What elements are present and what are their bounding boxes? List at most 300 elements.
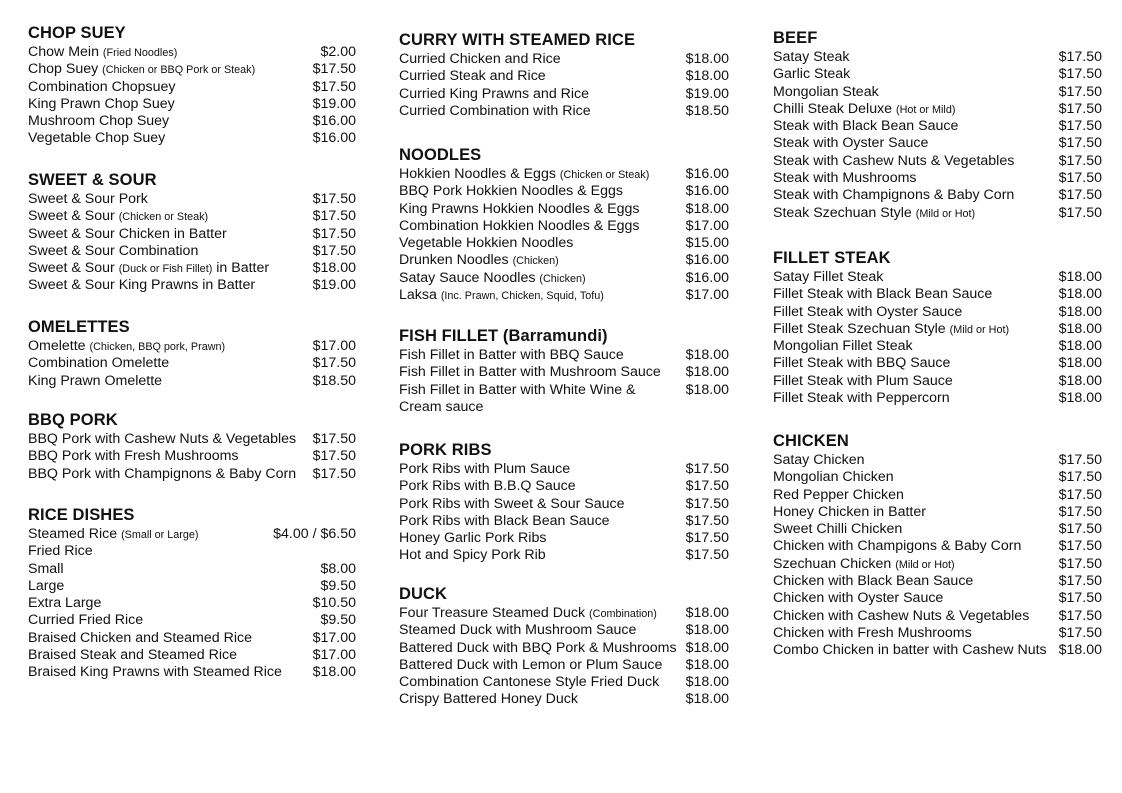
menu-section: [28, 410, 356, 483]
menu-item: [773, 321, 1102, 338]
item-price: $9.50: [320, 577, 356, 594]
item-price: $19.00: [312, 277, 356, 294]
item-price: $18.00: [685, 656, 729, 673]
menu-item: [399, 640, 729, 657]
item-name: Drunken Noodles: [399, 252, 509, 269]
item-price: $18.00: [1058, 642, 1102, 659]
item-price: $17.50: [1058, 469, 1102, 486]
item-name-line: [28, 208, 208, 226]
item-name-line: [28, 338, 225, 356]
item-name: Combo Chicken in batter with Cashew Nuts: [773, 642, 1047, 659]
item-name-line: [773, 538, 1021, 555]
item-name-line: [399, 530, 546, 547]
item-price: $16.00: [685, 269, 729, 286]
item-price: $18.00: [1058, 286, 1102, 303]
item-note: (Mild or Hot): [895, 558, 955, 571]
item-name: Fillet Steak with Oyster Sauce: [773, 303, 963, 320]
item-name: Sweet & Sour King Prawns in Batter: [28, 277, 256, 294]
item-name: Satay Chicken: [773, 452, 865, 468]
menu-section: [28, 23, 356, 148]
item-price: $17.50: [312, 191, 356, 207]
item-name: Steak with Black Bean Sauce: [773, 118, 959, 135]
item-name-line: [773, 187, 1014, 204]
item-note: (Duck or Fish Fillet): [118, 263, 213, 276]
item-price: $18.00: [1058, 320, 1102, 337]
item-name: Battered Duck with Lemon or Plum Sauce: [399, 656, 663, 673]
item-price: $18.00: [1058, 390, 1102, 407]
menu-item: [28, 260, 356, 277]
menu-item: [773, 469, 1102, 486]
item-name: Chicken with Fresh Mushrooms: [773, 624, 972, 641]
menu-item: [28, 243, 356, 260]
item-name-line: [399, 513, 610, 530]
item-price: $17.50: [312, 61, 356, 78]
item-note: (Mild or Hot): [949, 323, 1010, 336]
item-price: $18.00: [685, 364, 729, 381]
menu-item: [28, 561, 356, 578]
menu-item: [773, 49, 1102, 66]
item-name: BBQ Pork Hokkien Noodles & Eggs: [399, 183, 623, 200]
section-title: FILLET STEAK: [773, 249, 891, 267]
section-title: CHOP SUEY: [28, 24, 126, 42]
item-name-line: [773, 66, 850, 83]
item-name: King Prawns Hokkien Noodles & Eggs: [399, 200, 640, 217]
item-price: $17.50: [685, 547, 729, 564]
menu-item: [773, 625, 1102, 642]
item-note: (Chicken): [539, 272, 586, 285]
item-name-line: [399, 287, 604, 305]
item-name-line: [773, 608, 1029, 625]
item-price: $17.50: [1058, 538, 1102, 555]
item-price: $18.00: [685, 622, 729, 639]
item-price: $17.50: [1058, 100, 1102, 117]
item-name-line: [773, 205, 975, 223]
item-name-line: [773, 49, 850, 66]
menu-item: [28, 526, 356, 543]
item-name: Braised Chicken and Steamed Rice: [28, 629, 252, 646]
menu-item: [28, 338, 356, 355]
item-price: $17.50: [312, 78, 356, 95]
item-name: BBQ Pork with Cashew Nuts & Vegetables: [28, 431, 297, 447]
item-name-line: [399, 640, 677, 657]
item-name: BBQ Pork with Champignons & Baby Corn: [28, 465, 297, 482]
menu-item: [773, 153, 1102, 170]
item-price: $10.50: [312, 595, 356, 612]
item-price: $19.00: [312, 95, 356, 112]
item-name: Sweet & Sour Combination: [28, 242, 199, 259]
item-name: Battered Duck with BBQ Pork & Mushrooms: [399, 639, 677, 656]
item-name-line: [28, 595, 101, 612]
item-name-line: [28, 277, 255, 294]
section-title: CURRY WITH STEAMED RICE: [399, 31, 636, 49]
menu-section: [399, 440, 729, 565]
item-name-line: [399, 347, 624, 364]
item-price: $17.50: [685, 512, 729, 529]
item-name-line: [773, 101, 955, 119]
item-name-line: [28, 130, 165, 147]
menu-section: [399, 326, 729, 416]
item-name: Honey Garlic Pork Ribs: [399, 530, 547, 547]
menu-item: [399, 478, 729, 495]
item-name-line: [28, 226, 227, 243]
item-name: Braised King Prawns with Steamed Rice: [28, 664, 282, 681]
item-price: $17.50: [312, 208, 356, 225]
item-price: $17.50: [312, 431, 356, 447]
item-name: King Prawn Chop Suey: [28, 95, 175, 112]
item-name-line: [773, 590, 943, 607]
menu-item: [28, 595, 356, 612]
section-title: BBQ PORK: [28, 411, 118, 429]
item-name: Extra Large: [28, 595, 102, 612]
item-price: $17.50: [1058, 135, 1102, 152]
menu-item: [773, 590, 1102, 607]
menu-item: [773, 101, 1102, 118]
menu-item: [773, 373, 1102, 390]
menu-section: [28, 170, 356, 295]
item-name-line: [773, 373, 953, 390]
item-price: $16.00: [685, 183, 729, 200]
item-name-line: [28, 612, 143, 629]
item-price: $18.00: [685, 347, 729, 363]
item-name: Fillet Steak Szechuan Style: [773, 320, 946, 337]
item-name-line: [28, 243, 198, 260]
item-name: Chow Mein: [28, 44, 99, 60]
menu-item: [28, 664, 356, 681]
item-price: $19.00: [685, 85, 729, 102]
item-name: Hot and Spicy Pork Rib: [399, 547, 546, 564]
menu-item: [399, 605, 729, 622]
menu-item: [399, 68, 729, 85]
item-name-line: [399, 364, 661, 381]
item-name: Fillet Steak with Black Bean Sauce: [773, 286, 993, 303]
menu-item: [773, 556, 1102, 573]
item-name-line: [399, 270, 586, 288]
menu-section: [773, 28, 1102, 222]
menu-item: [399, 382, 729, 417]
item-name-line: [28, 543, 93, 560]
item-name: Combination Chopsuey: [28, 78, 176, 95]
item-name-line: [399, 605, 657, 623]
menu-section: [399, 584, 729, 709]
item-name: Pork Ribs with Plum Sauce: [399, 461, 571, 477]
item-name-line: [28, 664, 282, 681]
menu-item: [773, 355, 1102, 372]
menu-item: [28, 226, 356, 243]
item-name-line: [773, 304, 962, 321]
item-name-line: [28, 191, 148, 208]
item-name-line: [773, 469, 894, 486]
item-price: $18.00: [685, 605, 729, 621]
menu-section: [399, 30, 729, 120]
item-price: $17.50: [1058, 170, 1102, 187]
item-price: $18.00: [1058, 372, 1102, 389]
menu-item: [773, 205, 1102, 222]
item-name-line: [399, 496, 625, 513]
menu-item: [773, 538, 1102, 555]
item-name-line: [28, 431, 296, 448]
item-name-line: [399, 674, 659, 691]
item-name: Curried Fried Rice: [28, 612, 144, 629]
item-price: $17.50: [1058, 486, 1102, 503]
menu-item: [399, 183, 729, 200]
menu-item: [28, 543, 356, 560]
item-price: $8.00: [320, 560, 356, 577]
menu-section: [773, 248, 1102, 407]
item-price: $17.50: [312, 448, 356, 465]
item-name: Satay Steak: [773, 49, 850, 65]
item-name-line: [28, 355, 169, 372]
section-title: BEEF: [773, 29, 818, 47]
menu-item: [773, 135, 1102, 152]
item-name: Fillet Steak with Plum Sauce: [773, 372, 953, 389]
item-name: Steak with Mushrooms: [773, 170, 917, 187]
item-name: Mongolian Fillet Steak: [773, 338, 913, 355]
menu-item: [399, 86, 729, 103]
item-name: Satay Fillet Steak: [773, 269, 884, 285]
item-name-line: [773, 170, 917, 187]
item-price: $16.00: [312, 113, 356, 130]
menu-item: [399, 235, 729, 252]
menu-item: [28, 96, 356, 113]
item-name-line: [773, 642, 1047, 659]
item-name-line: [773, 355, 950, 372]
menu-item: [773, 608, 1102, 625]
menu-item: [773, 269, 1102, 286]
item-name-line: [28, 113, 169, 130]
item-name: Chicken with Cashew Nuts & Vegetables: [773, 607, 1030, 624]
item-name-line: [28, 260, 269, 278]
item-name: Curried King Prawns and Rice: [399, 85, 590, 102]
menu-item: [28, 208, 356, 225]
item-price: $2.00: [320, 44, 356, 60]
item-price: $17.50: [312, 225, 356, 242]
menu-item: [773, 66, 1102, 83]
item-note: (Hot or Mild): [896, 103, 956, 116]
menu-item: [773, 642, 1102, 659]
item-price: $17.50: [1058, 187, 1102, 204]
item-price: $18.00: [1058, 269, 1102, 285]
item-price: $17.50: [1058, 49, 1102, 65]
item-name: Chicken with Oyster Sauce: [773, 590, 944, 607]
item-name-line: [28, 61, 255, 79]
item-price: $9.50: [320, 612, 356, 629]
item-name: Steak with Champignons & Baby Corn: [773, 187, 1015, 204]
item-price: $17.50: [685, 495, 729, 512]
item-name: Chilli Steak Deluxe: [773, 100, 893, 117]
menu-item: [399, 513, 729, 530]
menu-item: [399, 103, 729, 120]
item-price: $18.00: [1058, 355, 1102, 372]
menu-item: [28, 466, 356, 483]
item-name-line: [399, 51, 561, 68]
menu-item: [28, 578, 356, 595]
item-name: Hokkien Noodles & Eggs: [399, 166, 556, 182]
item-name-line: [399, 478, 576, 495]
item-name-line: [399, 235, 573, 252]
item-price: $17.50: [1058, 204, 1102, 221]
item-name: Crispy Battered Honey Duck: [399, 691, 578, 708]
menu-item: [399, 674, 729, 691]
menu-item: [28, 191, 356, 208]
section-title: NOODLES: [399, 146, 482, 164]
item-note: (Chicken or Steak): [559, 169, 650, 181]
item-name: Chop Suey: [28, 61, 99, 78]
menu-item: [399, 270, 729, 287]
item-price: $16.00: [312, 130, 356, 147]
item-name-line: [773, 556, 955, 574]
menu-item: [399, 691, 729, 708]
item-name-line: [399, 183, 623, 200]
menu-item: [28, 44, 356, 61]
item-name: BBQ Pork with Fresh Mushrooms: [28, 448, 239, 465]
item-name-line: [773, 521, 902, 538]
item-price: $18.00: [312, 260, 356, 277]
item-name-line: [399, 68, 546, 85]
item-name: Fish Fillet in Batter with Mushroom Sauce: [399, 364, 661, 381]
menu-item: [399, 364, 729, 381]
menu-item: [773, 304, 1102, 321]
item-name: Chicken with Black Bean Sauce: [773, 573, 974, 590]
menu-item: [28, 130, 356, 147]
item-name: Sweet & Sour Pork: [28, 191, 148, 207]
item-name-line: [28, 373, 162, 390]
item-name-line: [399, 166, 649, 184]
item-price: $17.50: [1058, 83, 1102, 100]
menu-section: [28, 505, 356, 682]
item-name-line: [399, 103, 591, 120]
item-name-line: [773, 135, 928, 152]
section-title: RICE DISHES: [28, 506, 135, 524]
menu-item: [399, 657, 729, 674]
menu-item: [773, 286, 1102, 303]
item-name: Combination Hokkien Noodles & Eggs: [399, 217, 640, 234]
menu-item: [28, 113, 356, 130]
item-name-line: [773, 269, 883, 286]
item-name-line: [773, 625, 972, 642]
menu-item: [28, 373, 356, 390]
item-name: Szechuan Chicken: [773, 555, 892, 572]
item-name-line: [28, 79, 175, 96]
item-price: $4.00 / $6.50: [273, 526, 356, 542]
menu-item: [28, 61, 356, 78]
item-name: Laksa: [399, 287, 437, 304]
item-note: (Small or Large): [121, 529, 199, 541]
item-name-line: [773, 504, 926, 521]
menu-item: [399, 547, 729, 564]
item-note: (Mild or Hot): [915, 207, 976, 220]
item-name-line: [399, 547, 546, 564]
item-name-line: [773, 573, 973, 590]
item-price: $17.50: [312, 355, 356, 372]
menu-item: [399, 347, 729, 364]
menu-item: [28, 647, 356, 664]
item-name: Steamed Duck with Mushroom Sauce: [399, 622, 637, 639]
item-price: $18.00: [685, 68, 729, 85]
item-note: (Chicken, BBQ pork, Prawn): [89, 341, 226, 353]
item-price: $16.00: [685, 166, 729, 182]
menu-item: [773, 170, 1102, 187]
section-title: FISH FILLET (Barramundi): [399, 327, 608, 345]
item-name: Mongolian Steak: [773, 83, 879, 100]
item-name-line: [399, 622, 636, 639]
item-name: King Prawn Omelette: [28, 372, 163, 389]
item-price: $17.50: [1058, 503, 1102, 520]
item-price: $18.00: [685, 200, 729, 217]
menu-item: [773, 573, 1102, 590]
section-title: SWEET & SOUR: [28, 171, 157, 189]
menu-item: [399, 51, 729, 68]
menu-item: [399, 496, 729, 513]
item-name: Braised Steak and Steamed Rice: [28, 647, 237, 664]
item-name: Steak with Oyster Sauce: [773, 135, 929, 152]
menu-section: [28, 317, 356, 390]
menu-item: [28, 612, 356, 629]
item-price: $17.00: [312, 338, 356, 354]
item-name: Vegetable Hokkien Noodles: [399, 235, 574, 252]
item-name-line: [399, 218, 640, 235]
section-title: DUCK: [399, 585, 448, 603]
item-note: (Combination): [589, 608, 657, 620]
menu-item: [773, 504, 1102, 521]
item-price: $18.00: [1058, 303, 1102, 320]
item-name-line: [28, 44, 177, 62]
item-price: $17.50: [1058, 521, 1102, 538]
item-name: Fish Fillet in Batter with White Wine & Cream sauce: [399, 381, 636, 415]
item-name-line: [773, 153, 1014, 170]
item-name: Combination Cantonese Style Fried Duck: [399, 674, 660, 691]
item-name-suffix: in Batter: [216, 260, 270, 277]
item-name-line: [773, 390, 950, 407]
item-name-line: [399, 86, 589, 103]
item-name-line: [28, 647, 237, 664]
menu-item: [773, 452, 1102, 469]
item-name: Four Treasure Steamed Duck: [399, 605, 586, 621]
menu-section: [399, 145, 729, 304]
item-name: Pork Ribs with Black Bean Sauce: [399, 512, 610, 529]
menu-item: [773, 521, 1102, 538]
item-name: Fillet Steak with BBQ Sauce: [773, 355, 951, 372]
item-price: $17.50: [1058, 573, 1102, 590]
item-name: Sweet & Sour Chicken in Batter: [28, 225, 227, 242]
item-price: $17.50: [1058, 66, 1102, 83]
item-price: $17.00: [685, 217, 729, 234]
item-price: $18.00: [685, 51, 729, 67]
item-name: Sweet Chilli Chicken: [773, 521, 903, 538]
menu-item: [773, 118, 1102, 135]
item-name-line: [28, 448, 239, 465]
section-title: CHICKEN: [773, 432, 849, 450]
menu-item: [773, 187, 1102, 204]
item-name: Steak with Cashew Nuts & Vegetables: [773, 152, 1015, 169]
menu-item: [399, 622, 729, 639]
item-price: $18.00: [685, 674, 729, 691]
menu-item: [28, 355, 356, 372]
item-name: Honey Chicken in Batter: [773, 503, 926, 520]
menu-item: [28, 448, 356, 465]
item-name-line: [28, 526, 198, 544]
item-price: $18.00: [685, 381, 729, 398]
item-name-line: [773, 118, 958, 135]
item-name: Fillet Steak with Peppercorn: [773, 390, 950, 407]
item-name-line: [28, 96, 175, 113]
item-price: $17.00: [312, 629, 356, 646]
item-name: Steak Szechuan Style: [773, 204, 912, 221]
menu-item: [399, 461, 729, 478]
item-price: $17.50: [312, 465, 356, 482]
item-note: (Chicken or Steak): [118, 211, 209, 224]
item-note: (Chicken or BBQ Pork or Steak): [102, 64, 256, 77]
item-price: $17.50: [312, 242, 356, 259]
